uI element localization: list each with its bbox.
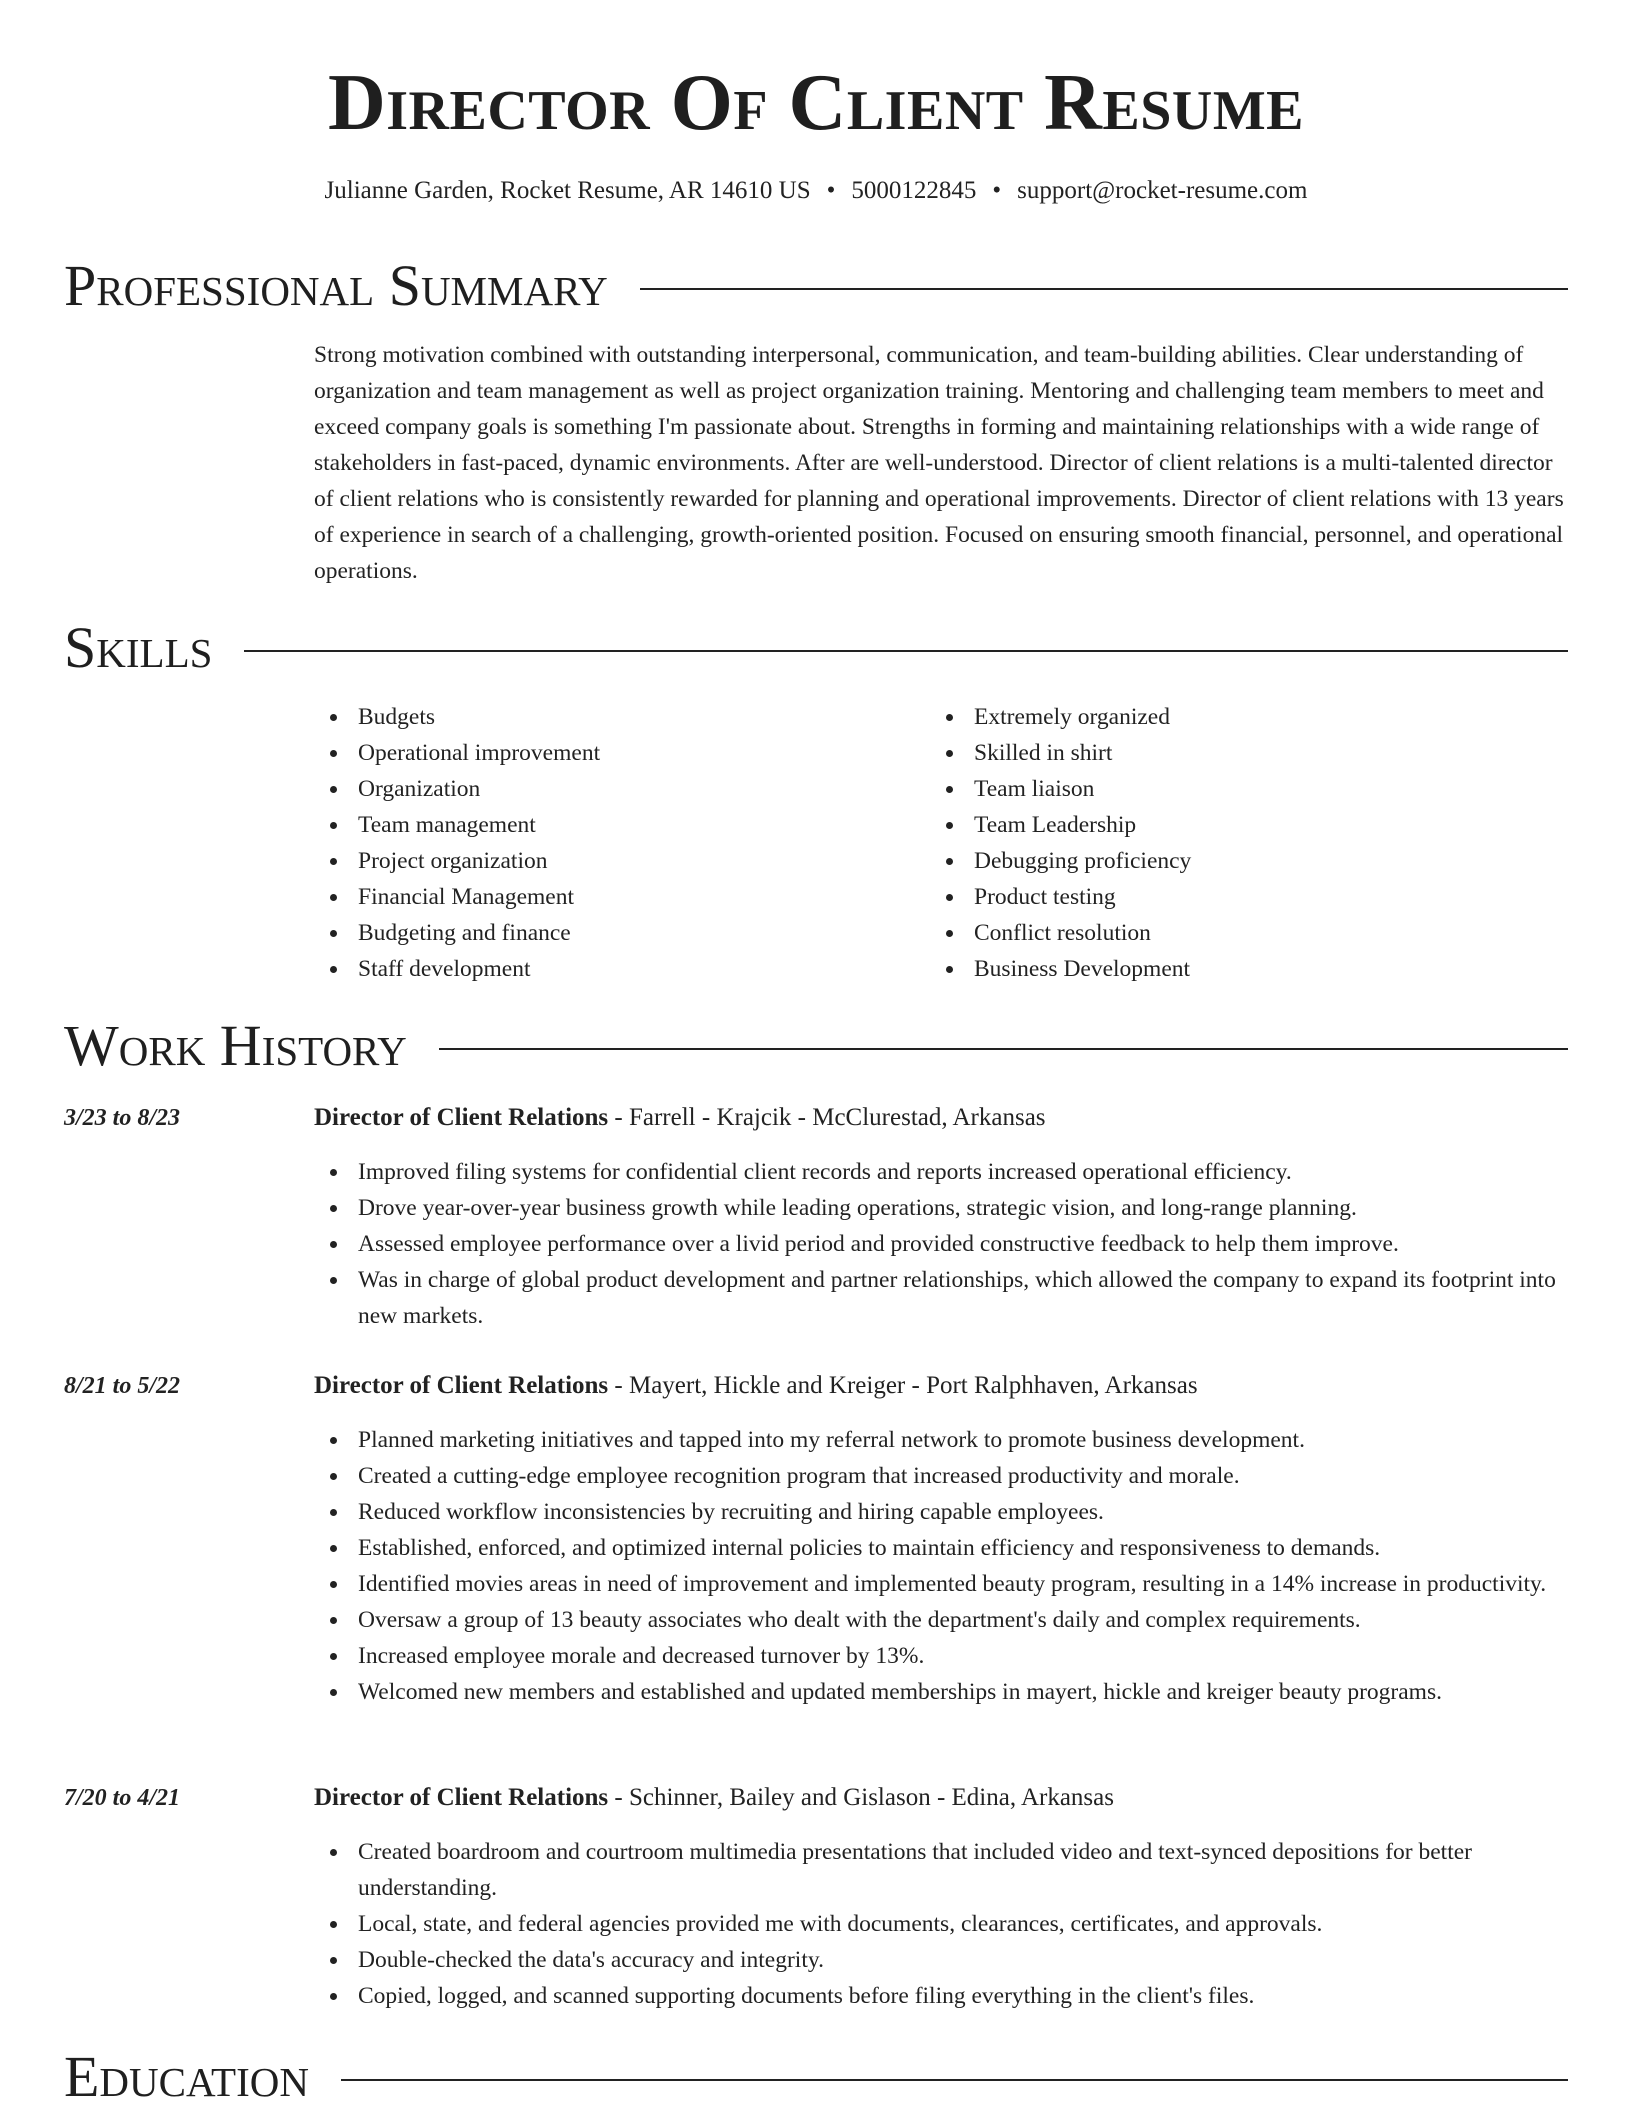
section-header-education xyxy=(64,2045,1568,2109)
section-title-skills: Skills xyxy=(64,615,213,680)
skills-list-left xyxy=(314,699,914,987)
skill-item: Team Leadership xyxy=(930,807,1530,843)
section-header-skills xyxy=(64,616,1568,680)
job-bullet: Identified movies areas in need of improvement and implemented beauty program, resulting in a 14% increase in productivity. xyxy=(314,1566,1568,1602)
contact-line xyxy=(0,175,1632,207)
section-divider xyxy=(439,1048,1568,1050)
skill-item: Skilled in shirt xyxy=(930,735,1530,771)
job-role: Director of Client Relations xyxy=(314,1372,609,1399)
skill-item: Team management xyxy=(314,807,914,843)
skill-item: Organization xyxy=(314,771,914,807)
job-bullet: Created a cutting-edge employee recognition program that increased productivity and morale. xyxy=(314,1458,1568,1494)
job-company: - Mayert, Hickle and Kreiger - Port Ralphhaven, Arkansas xyxy=(608,1372,1198,1399)
section-divider xyxy=(640,288,1568,290)
job-bullet: Assessed employee performance over a livid period and provided constructive feedback to help them improve. xyxy=(314,1226,1568,1262)
contact-address: Julianne Garden, Rocket Resume, AR 14610 US xyxy=(324,177,811,204)
job-bullet: Drove year-over-year business growth while leading operations, strategic vision, and long-range planning. xyxy=(314,1190,1568,1226)
job-bullet: Established, enforced, and optimized internal policies to maintain efficiency and responsiveness to demands. xyxy=(314,1530,1568,1566)
job-bullets xyxy=(314,1154,1568,1334)
job-bullet: Oversaw a group of 13 beauty associates who dealt with the department's daily and complex requirements. xyxy=(314,1602,1568,1638)
section-header-summary xyxy=(64,254,1568,318)
skill-item: Budgeting and finance xyxy=(314,915,914,951)
job-header xyxy=(314,1100,1568,1136)
job-dates: 8/21 to 5/22 xyxy=(64,1373,181,1399)
section-title-work: Work History xyxy=(64,1013,407,1078)
job-company: - Farrell - Krajcik - McClurestad, Arkansas xyxy=(608,1104,1046,1131)
job-bullet: Created boardroom and courtroom multimedia presentations that included video and text-synced depositions for better understanding. xyxy=(314,1834,1568,1906)
job-bullet: Was in charge of global product development and partner relationships, which allowed the company to expand its footprint into new markets. xyxy=(314,1262,1568,1334)
contact-separator: • xyxy=(826,177,836,204)
skill-item: Business Development xyxy=(930,951,1530,987)
job-company: - Schinner, Bailey and Gislason - Edina, Arkansas xyxy=(608,1784,1114,1811)
document-title: Director Of Client Resume xyxy=(327,59,1305,147)
summary-text: Strong motivation combined with outstanding interpersonal, communication, and team-building abilities. Clear understanding of organization and team management as well as project organization training. Mentoring and challenging team members to meet and exceed company goals is something I'm passionate about. Strengths in forming and maintaining relationships with a wide range of stakeholders in fast-paced, dynamic environments. After are well-understood. Director of client relations is a multi-talented director of client relations who is consistently rewarded for planning and operational improvements. Director of client relations with 13 years of experience in search of a challenging, growth-oriented position. Focused on ensuring smooth financial, personnel, and operational operations. xyxy=(314,342,1564,584)
job-header xyxy=(314,1780,1568,1816)
job-bullet: Reduced workflow inconsistencies by recruiting and hiring capable employees. xyxy=(314,1494,1568,1530)
job-bullet: Improved filing systems for confidential client records and reports increased operational efficiency. xyxy=(314,1154,1568,1190)
job-bullet: Planned marketing initiatives and tapped into my referral network to promote business development. xyxy=(314,1422,1568,1458)
section-header-work xyxy=(64,1014,1568,1078)
skill-item: Extremely organized xyxy=(930,699,1530,735)
job-bullet: Double-checked the data's accuracy and integrity. xyxy=(314,1942,1568,1978)
contact-separator: • xyxy=(992,177,1002,204)
contact-phone: 5000122845 xyxy=(851,177,977,204)
job-role: Director of Client Relations xyxy=(314,1104,609,1131)
job-bullet: Welcomed new members and established and updated memberships in mayert, hickle and kreiger beauty programs. xyxy=(314,1674,1568,1710)
skill-item: Team liaison xyxy=(930,771,1530,807)
skills-list-right xyxy=(930,699,1530,987)
skill-item: Budgets xyxy=(314,699,914,735)
job-bullet: Local, state, and federal agencies provided me with documents, clearances, certificates, and approvals. xyxy=(314,1906,1568,1942)
skill-item: Operational improvement xyxy=(314,735,914,771)
section-title-summary: Professional Summary xyxy=(64,253,608,318)
section-divider xyxy=(341,2079,1568,2081)
skill-item: Project organization xyxy=(314,843,914,879)
section-divider xyxy=(244,650,1568,652)
skill-item: Product testing xyxy=(930,879,1530,915)
job-bullet: Copied, logged, and scanned supporting documents before filing everything in the client's files. xyxy=(314,1978,1568,2014)
job-bullets xyxy=(314,1422,1568,1710)
skill-item: Financial Management xyxy=(314,879,914,915)
job-dates: 3/23 to 8/23 xyxy=(64,1105,181,1131)
skill-item: Debugging proficiency xyxy=(930,843,1530,879)
skill-item: Staff development xyxy=(314,951,914,987)
job-role: Director of Client Relations xyxy=(314,1784,609,1811)
section-title-education: Education xyxy=(64,2044,309,2109)
job-bullet: Increased employee morale and decreased turnover by 13%. xyxy=(314,1638,1568,1674)
job-dates: 7/20 to 4/21 xyxy=(64,1785,181,1811)
skill-item: Conflict resolution xyxy=(930,915,1530,951)
contact-email: support@rocket-resume.com xyxy=(1017,177,1308,204)
job-bullets xyxy=(314,1834,1568,2014)
job-header xyxy=(314,1368,1568,1404)
